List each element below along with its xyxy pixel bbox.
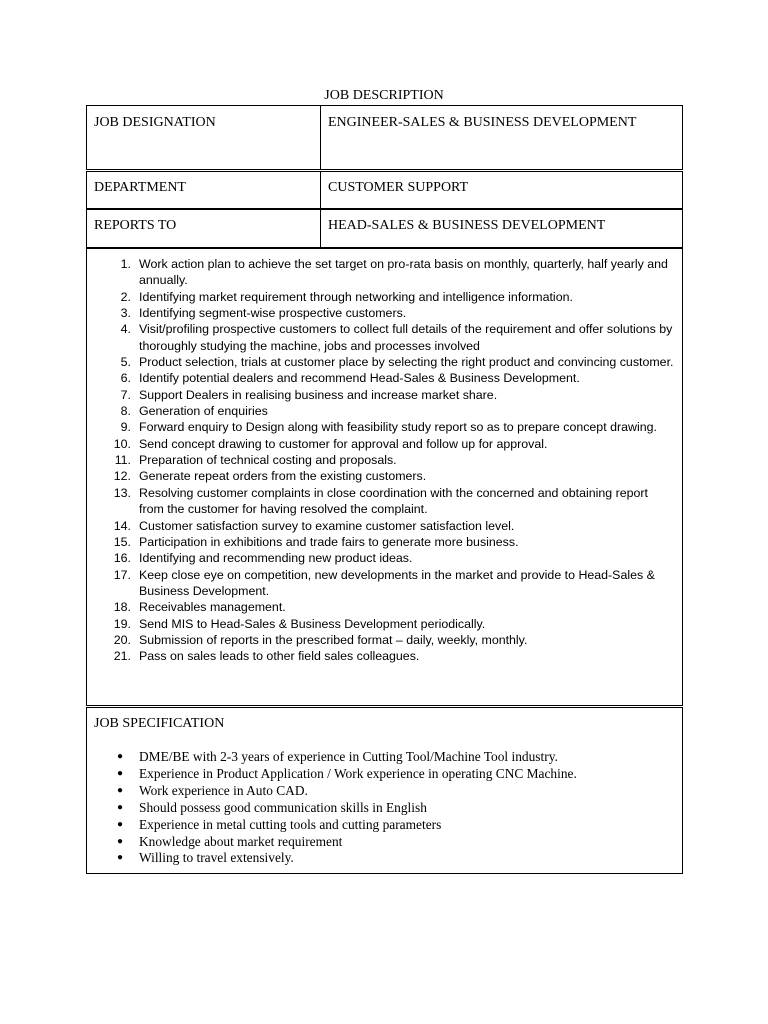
specification-text: Knowledge about market requirement: [139, 833, 343, 849]
duty-number: 5.: [120, 355, 131, 370]
duty-number: 14.: [113, 518, 131, 533]
duty-number: 13.: [113, 485, 131, 500]
reports-to-value: HEAD-SALES & BUSINESS DEVELOPMENT: [328, 218, 606, 233]
reports-to-label: REPORTS TO: [94, 218, 177, 233]
duty-item: [87, 387, 682, 403]
page-title: JOB DESCRIPTION: [324, 88, 444, 103]
duty-item: [87, 518, 682, 534]
duties-section: [86, 248, 683, 706]
job-designation-row: [86, 105, 683, 170]
specification-item: [87, 834, 682, 851]
duty-text: Pass on sales leads to other field sales colleagues.: [139, 649, 420, 664]
duty-number: 20.: [113, 632, 131, 647]
duty-item: [87, 534, 682, 550]
job-designation-label: JOB DESIGNATION: [94, 115, 216, 130]
bullet-icon: ●: [117, 751, 124, 762]
duty-item: [87, 305, 682, 321]
column-divider: [320, 210, 321, 247]
duty-number: 16.: [113, 551, 131, 566]
duty-item: [87, 289, 682, 305]
duty-item: [87, 419, 682, 435]
reports-to-row: [86, 209, 683, 248]
duty-text: Preparation of technical costing and proposals.: [139, 453, 397, 468]
specification-text: Experience in metal cutting tools and cutting parameters: [139, 816, 442, 832]
duty-text: Visit/profiling prospective customers to collect full details of the requirement and offer solutions by thoroughly studying the machine, jobs and processes involved: [139, 322, 673, 353]
duty-text: Identify potential dealers and recommend Head-Sales & Business Development.: [139, 371, 580, 386]
job-specification-heading: JOB SPECIFICATION: [94, 716, 225, 731]
specification-item: [87, 800, 682, 817]
duty-number: 12.: [113, 469, 131, 484]
duty-text: Product selection, trials at customer place by selecting the right product and convincing customer.: [139, 355, 674, 370]
duty-text: Identifying segment-wise prospective customers.: [139, 306, 407, 321]
duty-item: [87, 567, 682, 600]
duty-item: [87, 256, 682, 289]
specification-text: Should possess good communication skills in English: [139, 799, 427, 815]
specification-item: [87, 766, 682, 783]
duty-text: Work action plan to achieve the set target on pro-rata basis on monthly, quarterly, half yearly and annually.: [139, 257, 668, 288]
duty-text: Generation of enquiries: [139, 404, 268, 419]
specification-text: Work experience in Auto CAD.: [139, 782, 308, 798]
bullet-icon: ●: [117, 801, 124, 813]
duty-number: 21.: [113, 649, 131, 664]
job-specification-list: [87, 749, 682, 867]
duty-item: [87, 632, 682, 648]
duty-text: Submission of reports in the prescribed format – daily, weekly, monthly.: [139, 632, 528, 647]
duty-text: Identifying market requirement through networking and intelligence information.: [139, 289, 573, 304]
duty-text: Keep close eye on competition, new developments in the market and provide to Head-Sales & Business Development.: [139, 567, 655, 598]
duty-number: 18.: [113, 600, 131, 615]
duty-text: Participation in exhibitions and trade fairs to generate more business.: [139, 534, 519, 549]
column-divider: [320, 106, 321, 169]
duty-number: 2.: [120, 289, 131, 304]
duty-item: [87, 616, 682, 632]
duty-number: 8.: [120, 404, 131, 419]
bullet-icon: ●: [117, 818, 124, 830]
duty-item: [87, 648, 682, 664]
duty-item: [87, 436, 682, 452]
duty-text: Customer satisfaction survey to examine customer satisfaction level.: [139, 518, 515, 533]
specification-text: Experience in Product Application / Work experience in operating CNC Machine.: [139, 765, 577, 781]
bullet-icon: ●: [117, 784, 124, 796]
department-value: CUSTOMER SUPPORT: [328, 180, 469, 195]
duty-number: 11.: [114, 453, 131, 468]
duty-text: Send concept drawing to customer for approval and follow up for approval.: [139, 436, 548, 451]
duty-item: [87, 403, 682, 419]
specification-item: [87, 817, 682, 834]
duty-number: 19.: [113, 616, 131, 631]
duty-item: [87, 468, 682, 484]
bullet-icon: ●: [117, 852, 124, 864]
duty-item: [87, 321, 682, 354]
duty-item: [87, 452, 682, 468]
duty-number: 6.: [120, 371, 131, 386]
specification-item: [87, 749, 682, 766]
bullet-icon: ●: [117, 835, 124, 847]
job-designation-value: ENGINEER-SALES & BUSINESS DEVELOPMENT: [328, 115, 637, 130]
duty-item: [87, 485, 682, 518]
job-specification-section: [86, 707, 683, 874]
specification-text: DME/BE with 2-3 years of experience in Cutting Tool/Machine Tool industry.: [139, 749, 558, 764]
duty-number: 7.: [120, 387, 131, 402]
duty-text: Forward enquiry to Design along with feasibility study report so as to prepare concept drawing.: [139, 420, 657, 435]
bullet-icon: ●: [117, 767, 124, 779]
duty-text: Receivables management.: [139, 600, 286, 615]
specification-text: Willing to travel extensively.: [139, 850, 294, 866]
duty-text: Resolving customer complaints in close coordination with the concerned and obtaining report from the customer for having resolved the complaint.: [139, 485, 648, 517]
specification-item: [87, 783, 682, 800]
duty-number: 1.: [120, 257, 131, 271]
department-row: [86, 171, 683, 209]
duty-number: 17.: [113, 567, 131, 582]
duty-number: 10.: [113, 436, 131, 451]
specification-item: [87, 850, 682, 867]
duties-list: [87, 256, 682, 665]
duty-number: 15.: [113, 534, 131, 549]
department-label: DEPARTMENT: [94, 180, 186, 195]
duty-item: [87, 354, 682, 370]
duty-item: [87, 599, 682, 615]
duty-number: 3.: [120, 306, 131, 321]
duty-number: 9.: [120, 420, 131, 435]
duty-item: [87, 550, 682, 566]
duty-text: Support Dealers in realising business and increase market share.: [139, 387, 498, 402]
duty-text: Send MIS to Head-Sales & Business Development periodically.: [139, 616, 486, 631]
duty-item: [87, 370, 682, 386]
duty-text: Generate repeat orders from the existing customers.: [139, 469, 427, 484]
duty-text: Identifying and recommending new product ideas.: [139, 551, 413, 566]
column-divider: [320, 172, 321, 208]
duty-number: 4.: [120, 322, 131, 337]
